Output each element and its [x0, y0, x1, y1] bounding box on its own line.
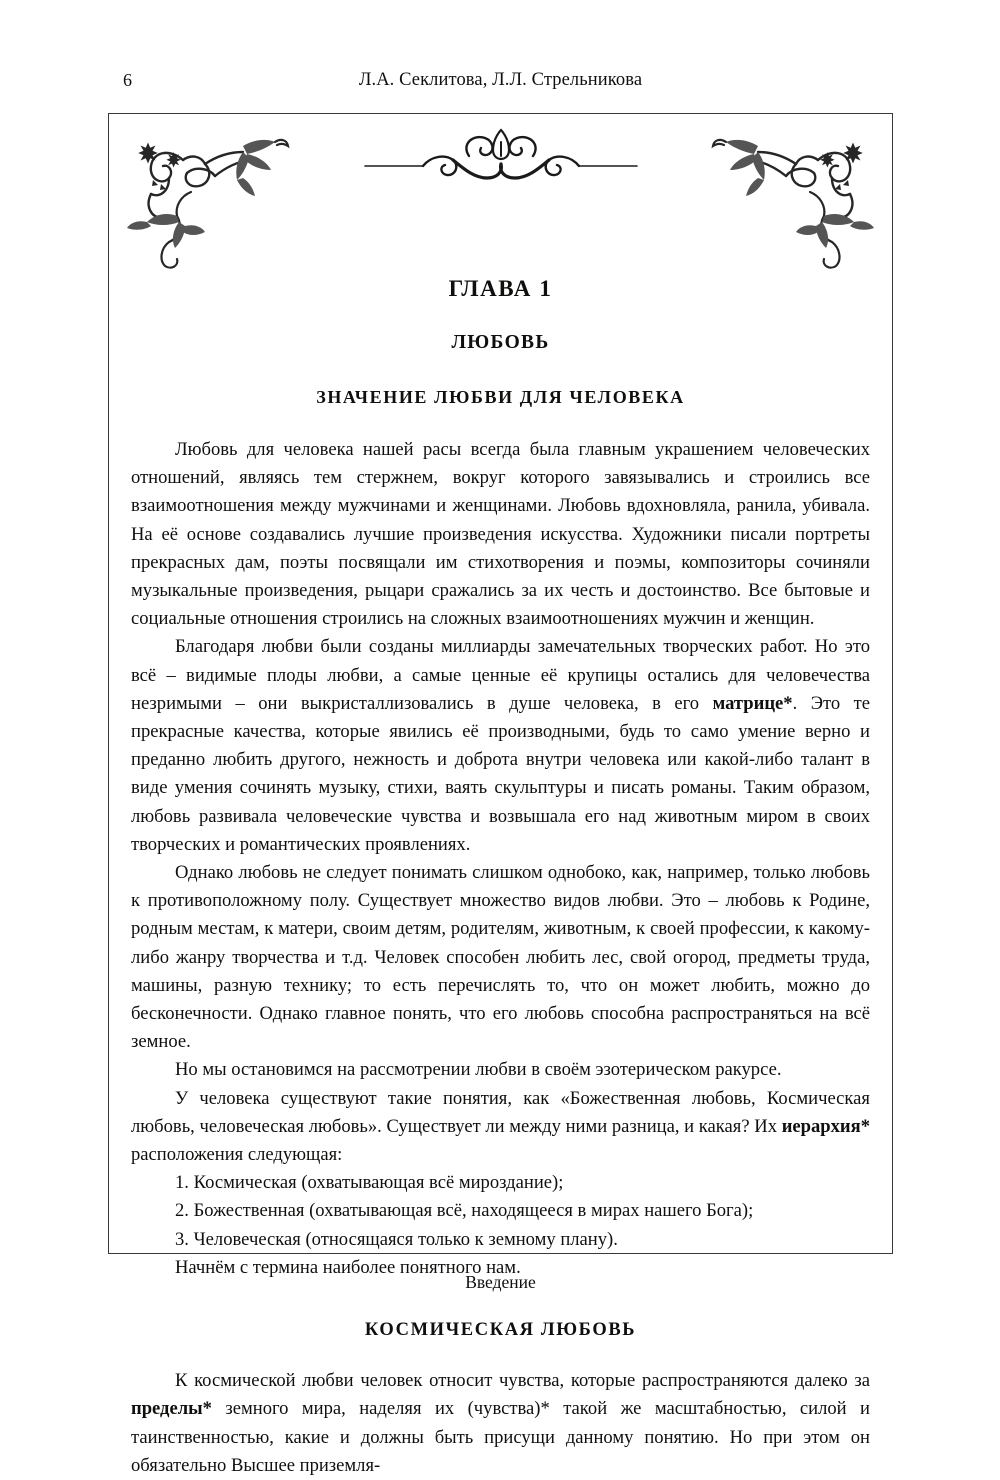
list-item: 2. Божественная (охватывающая всё, находящееся в мирах нашего Бога); — [175, 1200, 754, 1222]
paragraph-5 — [131, 1085, 870, 1170]
paragraph-5-text-after: расположения следующая: — [131, 1144, 343, 1166]
running-header — [108, 68, 893, 94]
list-item: 1. Космическая (охватывающая всё мироздание); — [175, 1172, 564, 1194]
paragraph-7 — [131, 1367, 870, 1480]
ornament-band — [109, 114, 892, 274]
section-title: ЗНАЧЕНИЕ ЛЮБВИ ДЛЯ ЧЕЛОВЕКА — [316, 387, 685, 407]
term-limits: пределы* — [131, 1398, 212, 1420]
paragraph-7-text-after: земного мира, наделяя их (чувства)* такой же масштабностью, силой и таинственностью, какие и должны быть присущи данному понятию. Но при этом он обязательно Высшее приземля- — [131, 1398, 870, 1476]
list-item: 3. Человеческая (относящаяся только к земному плану). — [175, 1228, 618, 1250]
paragraph-2 — [131, 633, 870, 859]
section-title-cosmic-love: КОСМИЧЕСКАЯ ЛЮБОВЬ — [364, 1320, 637, 1341]
paragraph-2-text-after: . Это те прекрасные качества, которые явились её производными, будь то само умение верно и преданно любить другого, нежность и доброта внутри человека или какой-либо талант в виде умения сочинять музыку, стихи, ваять скульптуры и писать романы. Таким образом, любовь развивала человеческие чувства и возвышала его над животным миром в своих творческих и романтических проявлениях. — [131, 692, 871, 855]
floral-corner-ornament-icon — [125, 118, 290, 273]
chapter-subtitle: ЛЮБОВЬ — [451, 332, 550, 353]
floral-corner-ornament-mirrored-icon — [711, 118, 876, 273]
page-footer: Введение — [465, 1272, 536, 1292]
chapter-title: ГЛАВА 1 — [448, 276, 553, 301]
paragraph-4: Но мы остановимся на рассмотрении любви в своём эзотерическом ракурсе. — [175, 1059, 782, 1081]
paragraph-5-text-before: У человека существуют такие понятия, как «Божественная любовь, Космическая любовь, человеческая любовь». Существует ли между ними разница, и какая? Их — [131, 1087, 870, 1137]
calligraphic-flourish-divider-icon — [361, 126, 641, 196]
header-authors: Л.А. Секлитова, Л.Л. Стрельникова — [358, 70, 643, 90]
term-matrix: матрице* — [712, 692, 793, 714]
paragraph-3: Однако любовь не следует понимать слишком однобоко, как, например, только любовь к противоположному полу. Существует множество видов любви. Это – любовь к Родине, родным местам, к матери, своим детям, родителям, животным, к своей профессии, к какому-либо жанру творчества и т.д. Человек способен любить лес, свой огород, предметы труда, машины, разную технику; то есть перечислять то, что он может любить, можно до бесконечности. Однако главное понять, что его любовь способна распространяться на всё земное. — [131, 862, 870, 1053]
page-number: 6 — [123, 70, 132, 90]
chapter-body — [109, 274, 892, 1480]
paragraph-1: Любовь для человека нашей расы всегда была главным украшением человеческих отношений, являясь тем стержнем, вокруг которого завязывались и строились все взаимоотношения между мужчинами и женщинами. Любовь вдохновляла, ранила, убивала. На её основе создавались лучшие произведения искусства. Художники писали портреты прекрасных дам, поэты посвящали им стихотворения и поэмы, композиторы сочиняли музыкальные произведения, рыцари сражались за их честь и достоинство. Все бытовые и социальные отношения строились на сложных взаимоотношениях мужчин и женщин. — [131, 439, 870, 630]
paragraph-2-text-before: Благодаря любви были созданы миллиарды замечательных творческих работ. Но это всё – видимые плоды любви, а самые ценные её крупицы остались для человечества незримыми – они выкристаллизовались в душе человека, в его — [131, 636, 870, 714]
paragraph-7-text-before: К космической любви человек относит чувства, которые распространяются далеко за — [175, 1370, 870, 1392]
paragraph-6: Начнём с термина наиболее понятного нам. — [175, 1256, 521, 1278]
term-hierarchy: иерархия* — [781, 1115, 870, 1137]
